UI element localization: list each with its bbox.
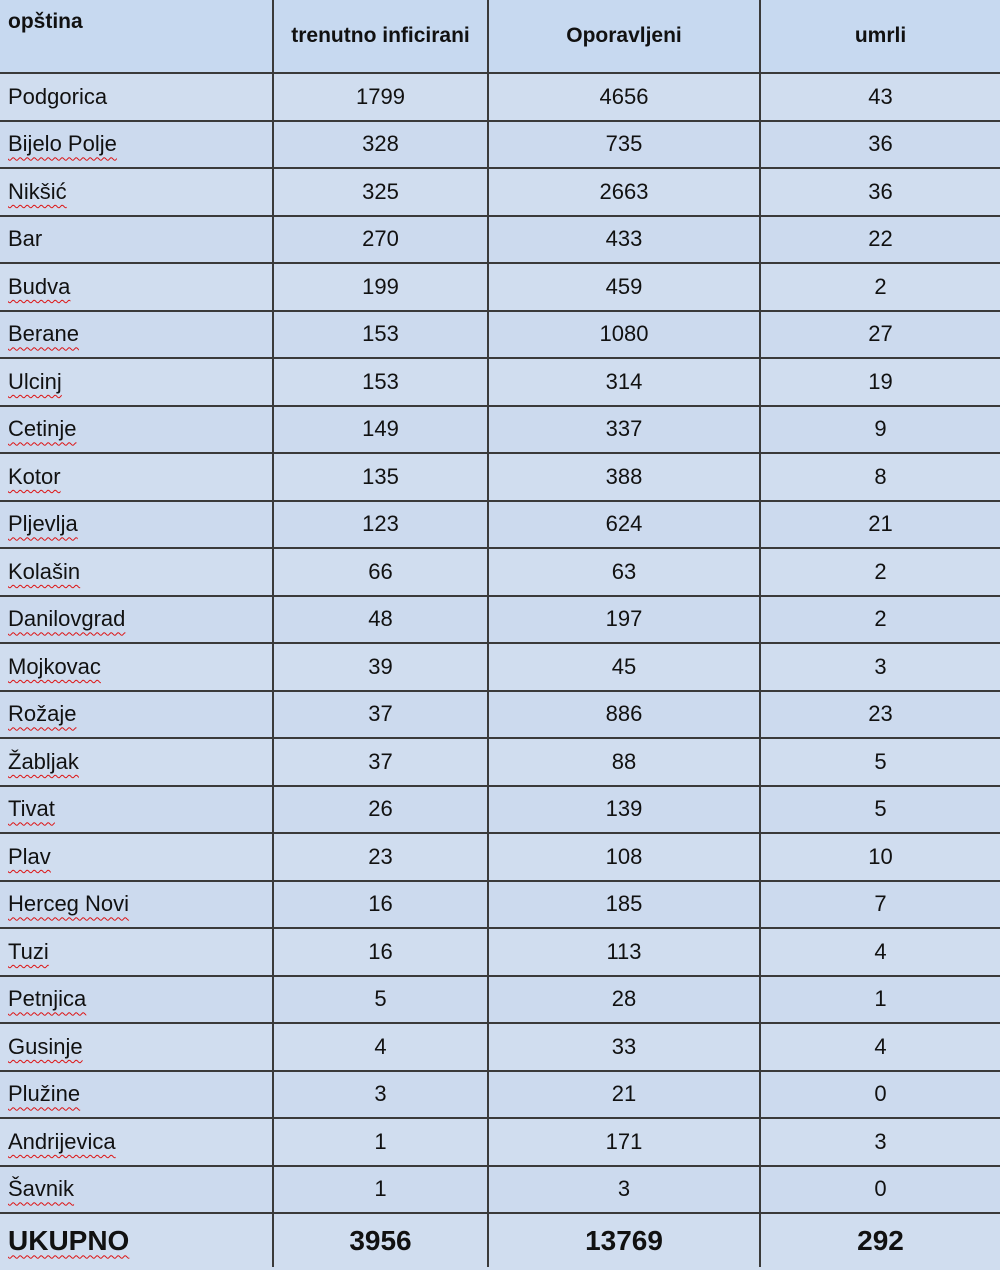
- infected-cell: 37: [273, 738, 488, 786]
- infected-cell: 1799: [273, 73, 488, 121]
- recovered-cell: 33: [488, 1023, 760, 1071]
- municipality-cell: [0, 548, 273, 596]
- municipality-name: Plav: [8, 843, 51, 869]
- deceased-cell: 36: [760, 168, 1000, 216]
- table-row: [0, 121, 1000, 169]
- recovered-cell: 388: [488, 453, 760, 501]
- municipality-name: Gusinje: [8, 1033, 83, 1059]
- deceased-cell: 4: [760, 928, 1000, 976]
- municipality-cell: [0, 263, 273, 311]
- deceased-cell: 22: [760, 216, 1000, 264]
- table-row: [0, 1071, 1000, 1119]
- municipality-cell: [0, 358, 273, 406]
- table-row: [0, 358, 1000, 406]
- table-row: [0, 976, 1000, 1024]
- municipality-name: Berane: [8, 321, 79, 347]
- deceased-cell: 3: [760, 643, 1000, 691]
- municipality-name: Plužine: [8, 1081, 81, 1107]
- infected-cell: 153: [273, 311, 488, 359]
- infected-cell: 1: [273, 1166, 488, 1214]
- table-row: [0, 73, 1000, 121]
- recovered-cell: 88: [488, 738, 760, 786]
- table-row: [0, 691, 1000, 739]
- recovered-cell: 185: [488, 881, 760, 929]
- table-row: [0, 1023, 1000, 1071]
- recovered-cell: 4656: [488, 73, 760, 121]
- infected-cell: 48: [273, 596, 488, 644]
- total-row: [0, 1213, 1000, 1267]
- infected-cell: 23: [273, 833, 488, 881]
- infected-cell: 5: [273, 976, 488, 1024]
- infected-cell: 153: [273, 358, 488, 406]
- table-row: [0, 311, 1000, 359]
- recovered-cell: 1080: [488, 311, 760, 359]
- deceased-cell: 3: [760, 1118, 1000, 1166]
- municipality-cell: [0, 881, 273, 929]
- header-opstina: opština: [0, 0, 273, 73]
- municipality-name: Kolašin: [8, 558, 81, 584]
- infected-cell: 16: [273, 928, 488, 976]
- municipality-name: Herceg Novi: [8, 891, 130, 917]
- total-inficirani: 3956: [273, 1213, 488, 1267]
- deceased-cell: 2: [760, 596, 1000, 644]
- deceased-cell: 7: [760, 881, 1000, 929]
- recovered-cell: 735: [488, 121, 760, 169]
- municipality-name: Žabljak: [8, 748, 79, 774]
- infected-cell: 270: [273, 216, 488, 264]
- infected-cell: 39: [273, 643, 488, 691]
- header-trenutno-inficirani: trenutno inficirani: [273, 0, 488, 73]
- deceased-cell: 23: [760, 691, 1000, 739]
- table-row: [0, 548, 1000, 596]
- table-row: [0, 881, 1000, 929]
- total-oporavljeni: 13769: [488, 1213, 760, 1267]
- infected-cell: 123: [273, 501, 488, 549]
- municipality-cell: [0, 311, 273, 359]
- recovered-cell: 3: [488, 1166, 760, 1214]
- recovered-cell: 108: [488, 833, 760, 881]
- header-umrli: umrli: [760, 0, 1000, 73]
- municipality-cell: [0, 1166, 273, 1214]
- municipality-cell: [0, 216, 273, 264]
- deceased-cell: 5: [760, 786, 1000, 834]
- recovered-cell: 171: [488, 1118, 760, 1166]
- infected-cell: 325: [273, 168, 488, 216]
- table-row: [0, 786, 1000, 834]
- municipality-cell: [0, 1023, 273, 1071]
- deceased-cell: 2: [760, 263, 1000, 311]
- municipality-name: Cetinje: [8, 416, 77, 442]
- recovered-cell: 139: [488, 786, 760, 834]
- municipality-cell: [0, 406, 273, 454]
- infected-cell: 135: [273, 453, 488, 501]
- total-umrli: 292: [760, 1213, 1000, 1267]
- infected-cell: 149: [273, 406, 488, 454]
- infected-cell: 328: [273, 121, 488, 169]
- deceased-cell: 0: [760, 1166, 1000, 1214]
- table-body: [0, 73, 1000, 1213]
- infected-cell: 66: [273, 548, 488, 596]
- table-row: [0, 501, 1000, 549]
- deceased-cell: 0: [760, 1071, 1000, 1119]
- table-row: [0, 216, 1000, 264]
- municipality-name: Bar: [8, 226, 43, 252]
- municipality-cell: [0, 596, 273, 644]
- deceased-cell: 21: [760, 501, 1000, 549]
- table-row: [0, 643, 1000, 691]
- municipality-name: Budva: [8, 273, 71, 299]
- deceased-cell: 43: [760, 73, 1000, 121]
- infected-cell: 1: [273, 1118, 488, 1166]
- municipality-name: Danilovgrad: [8, 606, 126, 632]
- municipality-name: Bijelo Polje: [8, 131, 117, 157]
- recovered-cell: 113: [488, 928, 760, 976]
- municipality-cell: [0, 1118, 273, 1166]
- deceased-cell: 4: [760, 1023, 1000, 1071]
- table-row: [0, 263, 1000, 311]
- table-row: [0, 833, 1000, 881]
- recovered-cell: 197: [488, 596, 760, 644]
- recovered-cell: 337: [488, 406, 760, 454]
- table-row: [0, 596, 1000, 644]
- deceased-cell: 5: [760, 738, 1000, 786]
- infected-cell: 199: [273, 263, 488, 311]
- recovered-cell: 45: [488, 643, 760, 691]
- municipality-name: Nikšić: [8, 178, 67, 204]
- municipality-name: Ulcinj: [8, 368, 62, 394]
- deceased-cell: 27: [760, 311, 1000, 359]
- deceased-cell: 36: [760, 121, 1000, 169]
- recovered-cell: 886: [488, 691, 760, 739]
- recovered-cell: 28: [488, 976, 760, 1024]
- table-row: [0, 928, 1000, 976]
- municipality-cell: [0, 691, 273, 739]
- municipality-cell: [0, 168, 273, 216]
- recovered-cell: 63: [488, 548, 760, 596]
- deceased-cell: 8: [760, 453, 1000, 501]
- deceased-cell: 19: [760, 358, 1000, 406]
- municipality-cell: [0, 453, 273, 501]
- municipality-name: Tivat: [8, 796, 55, 822]
- recovered-cell: 2663: [488, 168, 760, 216]
- infected-cell: 26: [273, 786, 488, 834]
- municipality-name: Rožaje: [8, 701, 77, 727]
- table-row: [0, 453, 1000, 501]
- municipality-cell: [0, 928, 273, 976]
- municipality-name: Kotor: [8, 463, 61, 489]
- deceased-cell: 10: [760, 833, 1000, 881]
- deceased-cell: 1: [760, 976, 1000, 1024]
- municipality-cell: [0, 643, 273, 691]
- municipality-name: Andrijevica: [8, 1128, 116, 1154]
- municipality-cell: [0, 121, 273, 169]
- municipality-cell: [0, 786, 273, 834]
- recovered-cell: 433: [488, 216, 760, 264]
- infected-cell: 16: [273, 881, 488, 929]
- municipality-name: Pljevlja: [8, 511, 78, 537]
- infected-cell: 3: [273, 1071, 488, 1119]
- total-label: UKUPNO: [8, 1224, 130, 1256]
- total-label-cell: [0, 1213, 273, 1267]
- table-row: [0, 406, 1000, 454]
- deceased-cell: 2: [760, 548, 1000, 596]
- municipality-cell: [0, 501, 273, 549]
- table-row: [0, 168, 1000, 216]
- municipality-name: Petnjica: [8, 986, 87, 1012]
- infected-cell: 37: [273, 691, 488, 739]
- municipality-cell: [0, 73, 273, 121]
- municipality-name: Tuzi: [8, 938, 49, 964]
- recovered-cell: 21: [488, 1071, 760, 1119]
- municipality-cell: [0, 738, 273, 786]
- infected-cell: 4: [273, 1023, 488, 1071]
- municipality-name: Mojkovac: [8, 653, 101, 679]
- deceased-cell: 9: [760, 406, 1000, 454]
- table-row: [0, 1118, 1000, 1166]
- municipality-cell: [0, 833, 273, 881]
- municipality-name: Podgorica: [8, 83, 108, 109]
- municipality-cell: [0, 976, 273, 1024]
- table-row: [0, 1166, 1000, 1214]
- municipality-name: Šavnik: [8, 1176, 75, 1202]
- recovered-cell: 314: [488, 358, 760, 406]
- municipality-cell: [0, 1071, 273, 1119]
- header-oporavljeni: Oporavljeni: [488, 0, 760, 73]
- header-row: [0, 0, 1000, 73]
- recovered-cell: 624: [488, 501, 760, 549]
- table-row: [0, 738, 1000, 786]
- recovered-cell: 459: [488, 263, 760, 311]
